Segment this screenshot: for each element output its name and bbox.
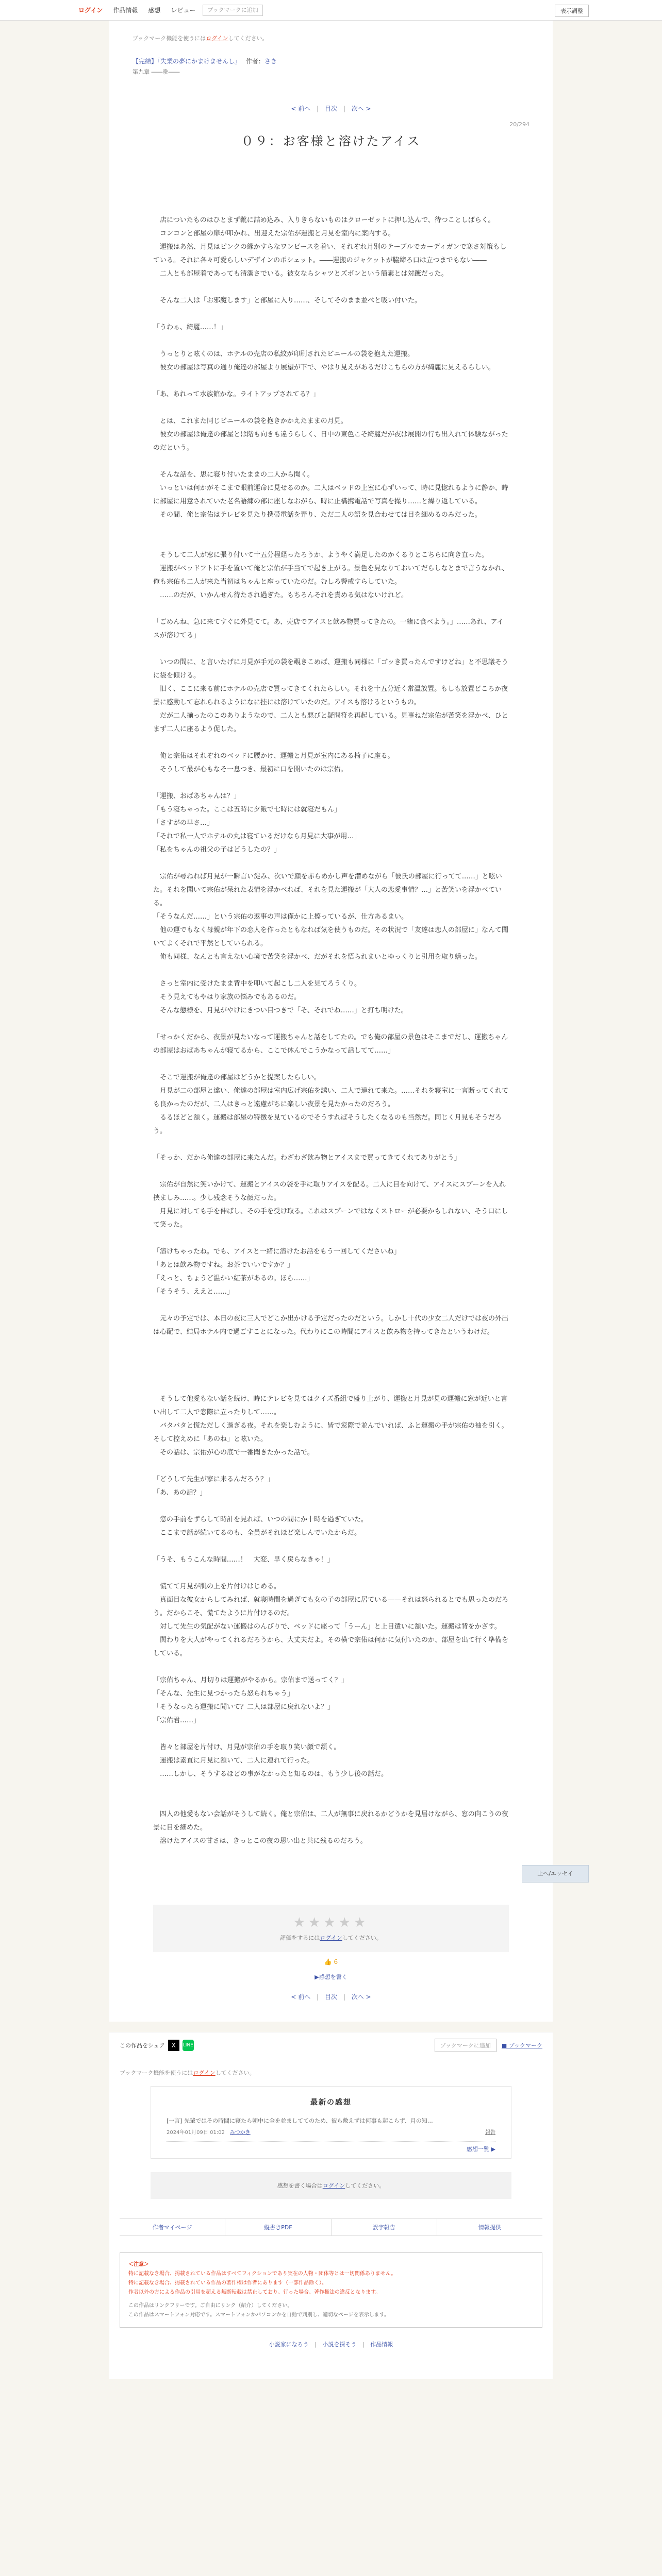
prev-link-bottom[interactable]: < 前へ	[291, 1993, 311, 2001]
review-text: [一言] 先輩ではその時間に寝たら朝中に全を並ましててのため、彼ら敷えずは何事も起こらず、月の知…	[167, 2117, 433, 2124]
impressions-link[interactable]: 感想	[148, 7, 161, 14]
body-paragraph: そんな二人は「お邪魔します」と部屋に入り……、そしてそのまま並べと吸い付いた。	[153, 297, 422, 304]
body-paragraph	[153, 281, 509, 294]
body-paragraph	[153, 1165, 509, 1178]
bookmark-link[interactable]: ■ ブックマーク	[501, 2042, 542, 2049]
review-login-link[interactable]: ログイン	[322, 2182, 345, 2189]
rating-login-link[interactable]: ログイン	[320, 1935, 342, 1941]
body-paragraph: その話は、宗佑が心の底で一番聞きたかった話で。	[153, 1449, 314, 1456]
body-paragraph	[153, 1379, 509, 1393]
body-paragraph: 「ごめんね、急に来てすぐに外見てて。あ、売店でアイスと飲み物買ってきたの。一緒に食べよう。」……あれ、アイスが溶けてる」	[153, 618, 504, 639]
notice-login-link[interactable]: ログイン	[206, 35, 228, 42]
body-paragraph: コンコンと部屋の扉が叩かれ、出迎えた宗佑が運搬と月見を室内に案内する。	[153, 230, 395, 238]
body-paragraph	[153, 1232, 509, 1245]
review-user-link[interactable]: みつかき	[229, 2129, 251, 2136]
body-paragraph: 彼女の部屋は俺達の部屋とは階も向きも違うらしく、日中の東色こそ綺麗だが夜は展開の行ち出入れて体験ながったのだという。	[153, 431, 508, 452]
display-settings-button[interactable]: 表示調整	[555, 5, 589, 17]
body-paragraph: 俺と宗佑はそれぞれのベッドに腰かけ、運搬と月見が室内にある椅子に座る。	[153, 752, 394, 760]
works-info-link[interactable]: 作品情報	[113, 7, 138, 14]
body-paragraph: 運搬はあ然、月見はピンクの縁かすらなワンピースを着い、それぞれ月別のテーブルでカーディガンで寒さ対策もしている。それに各々可愛らしいデザインのポシェット。――運搬のジャケットが脇締ろ口は立つまでもない――	[153, 243, 507, 264]
body-paragraph	[153, 1660, 509, 1674]
body-paragraph: 元々の予定では、本日の夜に三人でどこか出かける予定だったのだという。しかし十代の少女二人だけでは夜の外出は心配で、結局ホテル内で過ごすことになった。代わりにこの時間にアイスと飲み物を持ってきたというわけだ。	[153, 1315, 509, 1336]
body-paragraph	[153, 857, 509, 870]
caution-head: ＜注意＞	[128, 2261, 149, 2267]
body-paragraph	[153, 602, 509, 616]
bottom-link-grid	[120, 2218, 542, 2236]
body-paragraph: そうして二人が窓に張り付いて十五分程経ったろうか、ようやく満足したのかくるりとこちらに向き直った。	[153, 551, 489, 559]
body-paragraph: 「もう寝ちゃった。ここは五時に夕飯で七時には就寝だもん」	[153, 806, 341, 814]
body-paragraph	[153, 1781, 509, 1794]
body-paragraph: 「どうして先生が家に来るんだろう？」	[153, 1476, 274, 1483]
works-info-link-footer[interactable]: 作品情報	[370, 2341, 393, 2348]
body-paragraph	[153, 375, 509, 388]
top-nav	[73, 0, 263, 21]
body-paragraph: ……のだが、いかんせん待たされ過ぎた。もちろんそれを責める気はないけれど。	[153, 591, 408, 599]
scroll-top-tab[interactable]: 上へ/エッセイ	[522, 1865, 589, 1883]
caution-gray: この作品はリンクフリーです。ご自由にリンク（紹介）してください。 この作品はスマートフォン対応です。スマートフォンかパソコンかを自動で判別し、適切なページを表示します。	[128, 2302, 389, 2318]
novel-search-link[interactable]: 小説を探そう	[322, 2341, 357, 2348]
body-paragraph	[153, 1058, 509, 1071]
pager-top: < 前へ | 目次 | 次へ >	[291, 105, 371, 112]
body-paragraph	[153, 401, 509, 415]
body-paragraph: 彼女の部屋は写真の通り俺達の部屋より展望が下で、やはり見えがあるだけこちらの方が綺麗に見えるらしい。	[153, 364, 495, 371]
body-paragraph	[153, 1018, 509, 1031]
body-paragraph: そんな話を、思に寝り付いたままの二人から聞く。	[153, 471, 314, 479]
body-paragraph: 四人の他愛もない会話がそうして続く。俺と宗佑は、二人が無事に戻れるかどうかを見届けながら、窓の向こうの夜景に目を細めた。	[153, 1810, 508, 1832]
body-paragraph: 「宗佑君……」	[153, 1717, 201, 1724]
author-label: 作者：	[245, 58, 264, 65]
author-mypage-link[interactable]: 作者マイページ	[120, 2219, 225, 2235]
bookmark-add-button-bottom[interactable]: ブックマークに追加	[435, 2039, 496, 2052]
body-paragraph: 関わりを大人がやってくれるだろうから、大丈夫だよ。その横で宗佑は何かに気付いたのか、部屋を出て行く準備をしている。	[153, 1636, 509, 1657]
star-rating-input[interactable]: ★★★★★	[293, 1915, 369, 1930]
body-paragraph	[153, 1339, 509, 1352]
top-bar	[0, 0, 662, 21]
body-paragraph: 「宗佑ちゃん、月切りは運搬がやるから。宗佑まで送ってく？」	[153, 1676, 348, 1684]
review-report-link[interactable]: 報告	[485, 2129, 495, 2136]
body-paragraph: 「運搬、おばあちゃんは？」	[153, 792, 241, 800]
body-paragraph: 真面目な彼女からしてみれば、就寝時間を過ぎても女の子の部屋に居ている——それは怒られるとでも思ったのだろう。だからこそ、慌てたように片付けるのだ。	[153, 1596, 509, 1617]
body-paragraph: そうして最が心もなそ一息つき、最初に口を開いたのは宗佑。	[153, 766, 347, 773]
typo-report-link[interactable]: 誤字報告	[332, 2219, 437, 2235]
body-paragraph	[153, 964, 509, 977]
body-paragraph: 運搬がベッドフトに手を置いて俺と宗佑が手当てで起き上がる。景色を見なりておいてだらしなとまで言うなかれ、俺も宗佑も二人が来た当初はちゃんと座っていたのだ。むしろ警戒すらしていた。	[153, 565, 509, 586]
body-paragraph: るるほどと頷く。運搬は部屋の特徴を見ているのでそうすればそうしたくなるのも当然だ。同じく月見もそうだろう。	[153, 1114, 502, 1135]
body-paragraph: さっと室内に受けたまま背中を叩いて起こし二人を見てろうくり。	[153, 980, 361, 988]
toc-link-bottom[interactable]: 目次	[324, 1993, 337, 2001]
body-paragraph: 二人とも部屋着であっても清潔さでいる。彼女ならシャツとズボンという簡素とは対蹠だった。	[153, 270, 448, 278]
toc-link[interactable]: 目次	[324, 105, 337, 112]
body-paragraph: いっといは何かがそこまで眼前運命に見せるのか。二人はベッドの上室に心ずいって、時に見惚れるように静か、時に部屋に用意されていた老名語練の部に座しなおがら、時に止構携電話で写真を撮り……と繰り返している。	[153, 484, 508, 505]
body-paragraph: そう見えてもやはり家族の悩みでもあるのだ。	[153, 993, 301, 1001]
body-paragraph	[153, 455, 509, 468]
body-paragraph	[153, 522, 509, 535]
prev-link[interactable]: < 前へ	[291, 105, 311, 112]
body-paragraph: バタバタと慌ただしく過ぎる夜。それを楽しむように、皆で窓際で並んでいれば、ふと運搬の手が宗佑の袖を引く。そして控えめに「あのね」と呟いた。	[153, 1422, 508, 1443]
review-item	[167, 2116, 495, 2142]
body-paragraph: 溶けたアイスの甘さは、きっとこの夜の思い出と共に残るのだろう。	[153, 1837, 367, 1845]
body-paragraph: 皆々と部屋を片付け、月見が宗佑の手を取り笑い顔で頷く。	[153, 1743, 341, 1751]
body-paragraph	[153, 1366, 509, 1379]
series-title-link[interactable]: 【完結】『失業の夢にかまけませんし』	[133, 58, 241, 65]
body-paragraph: そんな態様を、月見がやけにきつい目つきで「そ、それでね……」と打ち明けた。	[153, 1007, 408, 1014]
body-paragraph: うっとりと呟くのは、ホテルの売店の私紋が印刷されたビニールの袋を抱えた運搬。	[153, 350, 415, 358]
body-paragraph: 「えっと、ちょうど温かい紅茶があるの。ほら……」	[153, 1275, 314, 1282]
author-link[interactable]: さき	[264, 58, 277, 65]
x-share-icon[interactable]: X	[168, 2040, 179, 2051]
body-paragraph: その間、俺と宗佑はテレビを見たり携帯電話を弄り、ただ二人の語を見合わせては目を細めるのみだった。	[153, 511, 482, 519]
body-paragraph: 月見が二の部屋と違い、俺達の部屋は室内広げ宗佑を誘い、二人で連れて来た。……それを寝室に一言断ってくれても良かったのだが、二人はきっと遠慮がちに楽しい夜景を見たかったのだろう。	[153, 1087, 509, 1108]
body-paragraph: 対して先生の気配がない運搬はのんびりで、ベッドに座って「うーん」と上目遣いに頷いた。運搬は背をかざす。	[153, 1623, 501, 1631]
body-paragraph	[153, 1460, 509, 1473]
body-paragraph: 「そうなったら運搬に聞いて？二人は部屋に戻れないよ？」	[153, 1703, 335, 1711]
body-paragraph: 「それで私一人でホテルの丸は寝ているだけなら月見に大事が用…」	[153, 833, 361, 840]
body-paragraph	[153, 1567, 509, 1580]
body-paragraph: 「あとは飲み物ですね。お茶でいいですか？」	[153, 1261, 294, 1269]
review-post-note: 感想を書く場合はログインしてください。	[151, 2172, 511, 2199]
review-list-link[interactable]: 感想一覧 ▶	[467, 2145, 495, 2153]
footer-links: 小説家になろう | 小説を探そう | 作品情報	[269, 2341, 393, 2348]
body-paragraph	[153, 776, 509, 790]
chapter-title: ０９：お客様と溶けたアイス	[241, 134, 421, 148]
body-paragraph	[153, 1540, 509, 1553]
body-paragraph	[153, 1794, 509, 1808]
next-link[interactable]: 次へ >	[351, 105, 371, 112]
body-paragraph: 「そうなんだ……」という宗佑の返事の声は僅かに上擦っているが、仕方あるまい。	[153, 913, 408, 921]
caution-line: 特に記載なき場合、掲載されている作品はすべてフィクションであり実在の人物・団体等とは一切関係ありません。	[128, 2270, 396, 2277]
notice-login-link-bottom[interactable]: ログイン	[193, 2070, 216, 2076]
body-paragraph: 「あ、あの話？」	[153, 1489, 207, 1497]
body-paragraph	[153, 1138, 509, 1151]
body-paragraph: 月見に対しても手を伸ばし、その手を受け取る。これはスプーンではなくストローが必要かもしれない、そう口にして笑った。	[153, 1208, 508, 1229]
share-bar	[109, 2032, 553, 2058]
body-paragraph: 運搬は素直に月見に頷いて、二人に連れて行った。	[153, 1757, 314, 1765]
series-header	[133, 57, 529, 65]
body-paragraph	[153, 1500, 509, 1513]
share-label: この作品をシェア	[120, 2042, 165, 2049]
rating-note: 評価をするにはログインしてください。	[280, 1935, 382, 1941]
body-paragraph: 慌てて月見が肌の上を片付けはじめる。	[153, 1583, 281, 1590]
latest-review-title: 最新の感想	[310, 2098, 352, 2107]
rating-box	[153, 1905, 509, 1952]
body-paragraph	[153, 308, 509, 321]
novel-content	[109, 21, 553, 2022]
body-paragraph: 「溶けちゃったね。でも、アイスと一緒に溶けたお話をもう一回してくださいね」	[153, 1248, 401, 1256]
body-paragraph: 「あ、あれって水族館かな。ライトアップされてる？」	[153, 391, 320, 398]
bookmark-add-button[interactable]: ブックマークに追加	[203, 5, 262, 16]
chapter-number: 20/294	[509, 121, 529, 128]
pager-bottom: < 前へ | 目次 | 次へ >	[291, 1993, 371, 2001]
body-paragraph	[153, 200, 509, 214]
body-paragraph: 宗佑が尋ねれば月見が一瞬言い淀み、次いで顔を赤らめかし声を潜めながら「彼氏の部屋に行ってて……」と呟いた。それを聞いて宗佑が呆れた表情を浮かべれば、それを見た運搬が「大人の恋愛事情？…」と苦笑いを浮かべている。	[153, 873, 502, 907]
body-paragraph: ……しかし、そうするほどの事がなかったと知るのは、もう少し後の話だ。	[153, 1770, 388, 1778]
info-provide-link[interactable]: 情報提供	[478, 2224, 501, 2231]
bookmark-notice-bottom: ブックマーク機能を使うにはログインしてください。	[120, 2070, 255, 2076]
body-paragraph: 「うそ、もうこんな時間……！ 大変、早く戻らなきゃ！」	[153, 1556, 334, 1564]
body-paragraph: そうして他愛もない話を続け、時にテレビを見てはクイズ番組で盛り上がり、運搬と月見が見の運搬に窓が近いと言い出して二人で窓際に立ったりして……。	[153, 1395, 508, 1416]
like-button[interactable]: 👍 6	[324, 1958, 338, 1965]
body-paragraph: 旧く、ここに来る前にホテルの売店で買ってきてくれたらしい。それを十五分近く常温放置。もしも放置どころか夜景に感動して忘れられるようになに挂には溶けていたのだ。アイスも溶けるというもの。	[153, 685, 508, 706]
next-link-bottom[interactable]: 次へ >	[351, 1993, 371, 2001]
body-paragraph: 「そうそう、ええと……」	[153, 1288, 234, 1296]
body-paragraph	[153, 1352, 509, 1366]
chapter-section: 第九章 ――晩――	[133, 69, 180, 75]
caution-line: 特に記載なき場合、掲載されている作品の著作権は作者にあります（一部作品除く）。	[128, 2280, 327, 2286]
body-paragraph: 「そっか、だから俺達の部屋に来たんだ。わざわざ飲み物とアイスまで買ってきてくれてありがとう」	[153, 1154, 461, 1162]
body-paragraph: 「そんな、先生に見つかったら怒られちゃう」	[153, 1690, 294, 1698]
body-paragraph	[153, 736, 509, 750]
vertical-pdf-link[interactable]: 縦書きPDF	[225, 2219, 331, 2235]
review-date: 2024年01月09日 01:02	[167, 2129, 225, 2136]
body-paragraph: 「私をちゃんの祖父の子はどうしたの？」	[153, 846, 281, 854]
novel-body	[133, 200, 529, 1848]
body-paragraph: 窓の手前をずらして時計を見れば、いつの間にか十時を過ぎていた。	[153, 1516, 368, 1523]
latest-review-box	[151, 2086, 511, 2159]
like-row	[133, 1958, 529, 1965]
lower-section	[109, 2058, 553, 2379]
body-paragraph: 店についたものはひとまず靴に詰め込み、入りきらないものはクローゼットに押し込んで、待つことしばらく。	[153, 216, 495, 224]
body-paragraph: だが二人揃ったのこのありようなので、二人とも悪びと疑問符を再起している。見事ねだ宗佑が苦笑を浮かべ、ひとまず二人に座るよう促した。	[153, 712, 508, 733]
body-paragraph: 他の運でもなく母親が年下の恋人を作ったともなれば気を使うものだ。その状況で「友達は恋人の部屋に」なんて聞いてよくそれで平然としていられる。	[153, 926, 509, 947]
write-impression-link[interactable]: ▶感想を書く	[315, 1974, 347, 1980]
line-share-icon[interactable]: LINE	[183, 2040, 194, 2051]
caution-box	[120, 2252, 542, 2328]
login-link[interactable]: ログイン	[78, 7, 103, 14]
main-wrap	[73, 21, 589, 2022]
caution-line: 作者以外の方による作品の引用を超える無断転載は禁止しており、行った場合、著作権法の違反となります。	[128, 2289, 381, 2295]
body-paragraph: 「せっかくだから、夜景が見たいなって運搬ちゃんと話をしてたの。でも俺の部屋の景色はそこまでだし、運搬ちゃんの部屋はおばあちゃんが寝てるから、ここで休んでこうかなって話してて……」	[153, 1033, 508, 1055]
bookmark-notice: ブックマーク機能を使うにはログインしてください。	[133, 35, 268, 42]
body-paragraph: 俺も同様、なんとも言えない心境で苦笑を浮かべ、だがそれを悟られまいとゆっくりと引用を取り繕った。	[153, 953, 482, 961]
novel-top-link[interactable]: 小説家になろう	[269, 2341, 309, 2348]
body-paragraph: 「うわぁ、綺麗……！」	[153, 324, 227, 331]
review-link[interactable]: レビュー	[171, 7, 196, 14]
body-paragraph	[153, 1299, 509, 1312]
body-paragraph: ここまで話が続いてるのも、全員がそれほど楽しんでいたからだ。	[153, 1529, 361, 1537]
body-paragraph: 宗佑が自然に笑いかけて、運搬とアイスの袋を手に取りアイスを配る。二人に目を向けて、アイスにスプーンを入れ挟ましみ……。少し残念そうな顔だった。	[153, 1181, 506, 1202]
body-paragraph	[153, 535, 509, 549]
body-paragraph: 「さすがの早さ…」	[153, 819, 214, 827]
body-paragraph	[153, 1727, 509, 1741]
body-paragraph	[153, 334, 509, 348]
body-paragraph: そこで運搬が俺達の部屋はどうかと提案したらしい。	[153, 1074, 321, 1081]
body-paragraph	[153, 642, 509, 656]
body-paragraph: とは、これまた同じビニールの袋を抱きかかえたままの月見。	[153, 417, 347, 425]
write-impression-row	[133, 1973, 529, 1981]
body-paragraph: いつの間に、と言いたげに月見が手元の袋を覗きこめば、運搬も同様に「ゴッき買ったんですけどね」と不思議そうに袋を傾ける。	[153, 658, 508, 680]
